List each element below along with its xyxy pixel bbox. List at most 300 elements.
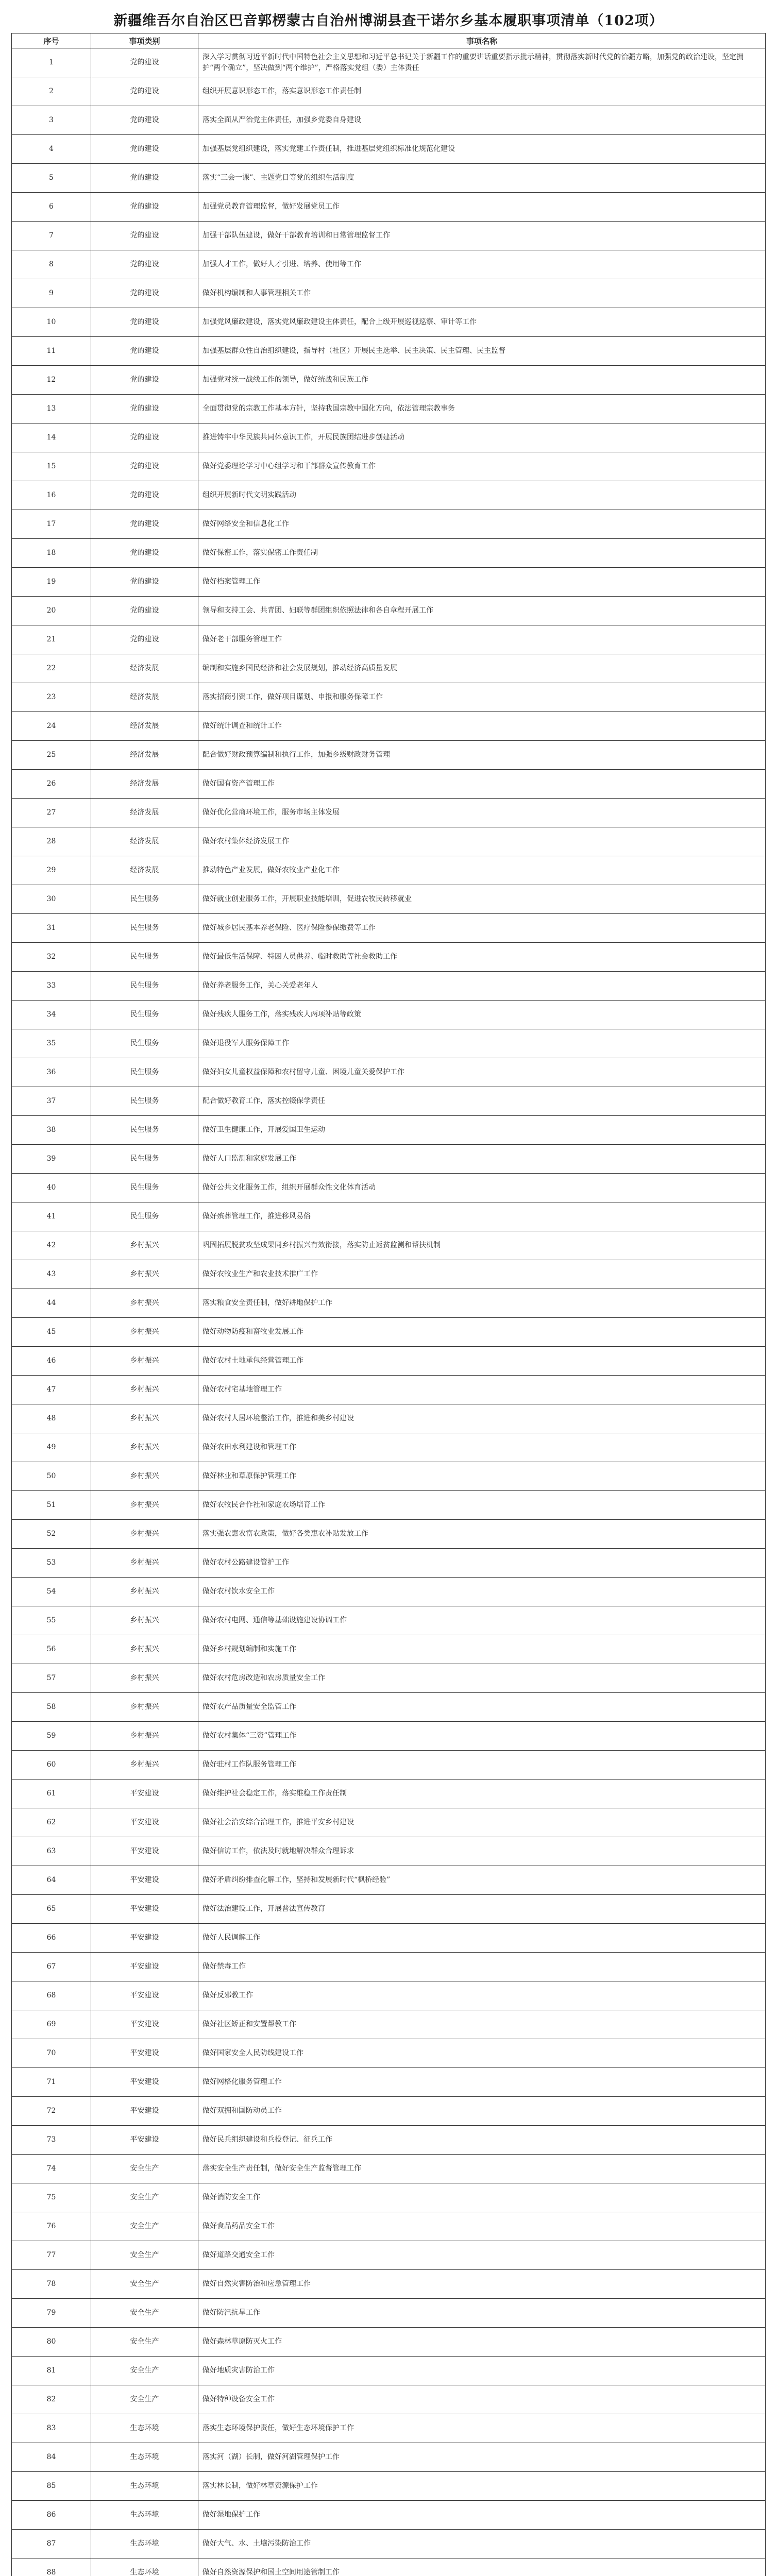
row-category: 民生服务	[91, 1001, 198, 1029]
row-category: 党的建设	[91, 597, 198, 625]
row-index: 29	[12, 856, 91, 885]
row-category: 党的建设	[91, 193, 198, 222]
row-index: 15	[12, 452, 91, 481]
row-index: 24	[12, 712, 91, 741]
table-row	[12, 2328, 766, 2357]
row-index: 30	[12, 885, 91, 914]
row-index: 28	[12, 827, 91, 856]
row-index: 88	[12, 2558, 91, 2576]
row-item-name: 做好妇女儿童权益保障和农村留守儿童、困境儿童关爱保护工作	[198, 1058, 766, 1087]
row-item-name: 做好消防安全工作	[198, 2183, 766, 2212]
row-index: 17	[12, 510, 91, 539]
row-category: 党的建设	[91, 539, 198, 568]
row-category: 党的建设	[91, 135, 198, 164]
row-index: 85	[12, 2472, 91, 2501]
row-index: 43	[12, 1260, 91, 1289]
row-index: 20	[12, 597, 91, 625]
row-item-name: 做好林业和草原保护管理工作	[198, 1462, 766, 1491]
row-item-name: 加强基层群众性自治组织建设，指导村（社区）开展民主选举、民主决策、民主管理、民主监督	[198, 337, 766, 366]
table-row	[12, 1693, 766, 1722]
row-index: 58	[12, 1693, 91, 1722]
row-index: 86	[12, 2501, 91, 2530]
table-row	[12, 2010, 766, 2039]
row-category: 党的建设	[91, 222, 198, 250]
row-item-name: 领导和支持工会、共青团、妇联等群团组织依照法律和各自章程开展工作	[198, 597, 766, 625]
row-category: 安全生产	[91, 2357, 198, 2385]
row-category: 平安建设	[91, 1924, 198, 1953]
row-category: 党的建设	[91, 423, 198, 452]
row-category: 平安建设	[91, 1953, 198, 1981]
table-row	[12, 2530, 766, 2558]
row-item-name: 推动特色产业发展，做好农牧业产业化工作	[198, 856, 766, 885]
table-row	[12, 1347, 766, 1376]
row-category: 党的建设	[91, 366, 198, 395]
table-row	[12, 1087, 766, 1116]
table-row	[12, 770, 766, 799]
row-item-name: 做好农村集体经济发展工作	[198, 827, 766, 856]
row-index: 47	[12, 1376, 91, 1404]
row-category: 党的建设	[91, 164, 198, 193]
table-row	[12, 2558, 766, 2576]
row-category: 党的建设	[91, 48, 198, 77]
row-category: 民生服务	[91, 1145, 198, 1174]
table-row	[12, 1981, 766, 2010]
row-category: 安全生产	[91, 2155, 198, 2183]
row-category: 平安建设	[91, 1780, 198, 1808]
row-item-name: 做好农村集体“三资”管理工作	[198, 1722, 766, 1751]
row-index: 56	[12, 1635, 91, 1664]
row-category: 经济发展	[91, 856, 198, 885]
row-category: 平安建设	[91, 1981, 198, 2010]
row-index: 34	[12, 1001, 91, 1029]
row-item-name: 做好农村人居环境整治工作，推进和美乡村建设	[198, 1404, 766, 1433]
row-item-name: 做好社会治安综合治理工作，推进平安乡村建设	[198, 1808, 766, 1837]
row-category: 乡村振兴	[91, 1693, 198, 1722]
row-index: 66	[12, 1924, 91, 1953]
table-row	[12, 654, 766, 683]
row-category: 乡村振兴	[91, 1491, 198, 1520]
row-index: 57	[12, 1664, 91, 1693]
row-index: 69	[12, 2010, 91, 2039]
table-row	[12, 2155, 766, 2183]
table-row	[12, 1001, 766, 1029]
row-item-name: 加强基层党组织建设，落实党建工作责任制，推进基层党组织标准化规范化建设	[198, 135, 766, 164]
row-category: 民生服务	[91, 885, 198, 914]
row-item-name: 做好农村公路建设管护工作	[198, 1549, 766, 1578]
row-item-name: 做好大气、水、土壤污染防治工作	[198, 2530, 766, 2558]
table-row	[12, 914, 766, 943]
row-index: 22	[12, 654, 91, 683]
row-index: 70	[12, 2039, 91, 2068]
row-index: 12	[12, 366, 91, 395]
table-row	[12, 2443, 766, 2472]
row-item-name: 做好农村电网、通信等基础设施建设协调工作	[198, 1606, 766, 1635]
row-category: 乡村振兴	[91, 1462, 198, 1491]
row-index: 8	[12, 250, 91, 279]
row-category: 经济发展	[91, 712, 198, 741]
row-index: 21	[12, 625, 91, 654]
table-row	[12, 1780, 766, 1808]
row-item-name: 落实粮食安全责任制，做好耕地保护工作	[198, 1289, 766, 1318]
row-item-name: 做好地质灾害防治工作	[198, 2357, 766, 2385]
row-category: 党的建设	[91, 337, 198, 366]
row-index: 18	[12, 539, 91, 568]
row-index: 49	[12, 1433, 91, 1462]
row-category: 乡村振兴	[91, 1231, 198, 1260]
row-category: 安全生产	[91, 2328, 198, 2357]
row-index: 79	[12, 2299, 91, 2328]
row-index: 38	[12, 1116, 91, 1145]
row-item-name: 加强干部队伍建设，做好干部教育培训和日常管理监督工作	[198, 222, 766, 250]
table-row	[12, 2097, 766, 2126]
row-category: 党的建设	[91, 625, 198, 654]
row-item-name: 落实强农惠农富农政策，做好各类惠农补贴发放工作	[198, 1520, 766, 1549]
row-index: 80	[12, 2328, 91, 2357]
table-row	[12, 1376, 766, 1404]
row-index: 83	[12, 2414, 91, 2443]
row-category: 乡村振兴	[91, 1722, 198, 1751]
row-index: 35	[12, 1029, 91, 1058]
table-row	[12, 943, 766, 972]
row-item-name: 做好农牧民合作社和家庭农场培育工作	[198, 1491, 766, 1520]
header-index: 序号	[12, 33, 91, 48]
row-category: 乡村振兴	[91, 1635, 198, 1664]
row-item-name: 做好农村宅基地管理工作	[198, 1376, 766, 1404]
table-row	[12, 193, 766, 222]
row-category: 乡村振兴	[91, 1318, 198, 1347]
table-row	[12, 1116, 766, 1145]
header-category: 事项类别	[91, 33, 198, 48]
table-row	[12, 1058, 766, 1087]
row-category: 乡村振兴	[91, 1433, 198, 1462]
row-index: 54	[12, 1578, 91, 1606]
table-row	[12, 1664, 766, 1693]
row-category: 平安建设	[91, 2039, 198, 2068]
row-index: 53	[12, 1549, 91, 1578]
row-index: 16	[12, 481, 91, 510]
row-index: 87	[12, 2530, 91, 2558]
row-item-name: 做好农牧业生产和农业技术推广工作	[198, 1260, 766, 1289]
row-category: 平安建设	[91, 1866, 198, 1895]
row-index: 37	[12, 1087, 91, 1116]
table-row	[12, 2270, 766, 2299]
row-item-name: 做好就业创业服务工作，开展职业技能培训，促进农牧民转移就业	[198, 885, 766, 914]
row-index: 52	[12, 1520, 91, 1549]
row-item-name: 做好维护社会稳定工作，落实维稳工作责任制	[198, 1780, 766, 1808]
row-index: 67	[12, 1953, 91, 1981]
row-item-name: 做好特种设备安全工作	[198, 2385, 766, 2414]
table-row	[12, 539, 766, 568]
table-row	[12, 164, 766, 193]
row-index: 6	[12, 193, 91, 222]
row-item-name: 做好驻村工作队服务管理工作	[198, 1751, 766, 1780]
row-item-name: 组织开展意识形态工作，落实意识形态工作责任制	[198, 77, 766, 106]
row-item-name: 做好乡村规划编制和实施工作	[198, 1635, 766, 1664]
table-row	[12, 1145, 766, 1174]
row-item-name: 做好档案管理工作	[198, 568, 766, 597]
table-row	[12, 1260, 766, 1289]
row-index: 42	[12, 1231, 91, 1260]
row-index: 59	[12, 1722, 91, 1751]
row-item-name: 做好自然资源保护和国土空间用途管制工作	[198, 2558, 766, 2576]
table-row	[12, 683, 766, 712]
row-category: 乡村振兴	[91, 1260, 198, 1289]
row-category: 民生服务	[91, 972, 198, 1001]
table-row	[12, 2039, 766, 2068]
table-row	[12, 2068, 766, 2097]
row-item-name: 配合做好财政预算编制和执行工作，加强乡级财政财务管理	[198, 741, 766, 770]
row-item-name: 做好残疾人服务工作，落实残疾人两项补贴等政策	[198, 1001, 766, 1029]
row-category: 党的建设	[91, 452, 198, 481]
row-item-name: 编制和实施乡国民经济和社会发展规划，推动经济高质量发展	[198, 654, 766, 683]
table-row	[12, 1953, 766, 1981]
row-item-name: 做好优化营商环境工作，服务市场主体发展	[198, 799, 766, 827]
row-category: 民生服务	[91, 943, 198, 972]
table-row	[12, 2357, 766, 2385]
table-row	[12, 1549, 766, 1578]
table-row	[12, 510, 766, 539]
row-index: 36	[12, 1058, 91, 1087]
row-category: 平安建设	[91, 2126, 198, 2155]
table-row	[12, 1751, 766, 1780]
row-item-name: 做好养老服务工作，关心关爱老年人	[198, 972, 766, 1001]
row-index: 31	[12, 914, 91, 943]
table-row	[12, 1866, 766, 1895]
row-category: 党的建设	[91, 308, 198, 337]
table-row	[12, 222, 766, 250]
row-index: 27	[12, 799, 91, 827]
row-category: 乡村振兴	[91, 1404, 198, 1433]
row-index: 75	[12, 2183, 91, 2212]
row-item-name: 加强人才工作，做好人才引进、培养、使用等工作	[198, 250, 766, 279]
row-item-name: 组织开展新时代文明实践活动	[198, 481, 766, 510]
table-row	[12, 1635, 766, 1664]
table-row	[12, 1462, 766, 1491]
row-item-name: 做好自然灾害防治和应急管理工作	[198, 2270, 766, 2299]
row-index: 10	[12, 308, 91, 337]
row-index: 3	[12, 106, 91, 135]
row-index: 62	[12, 1808, 91, 1837]
table-row	[12, 2414, 766, 2443]
row-category: 乡村振兴	[91, 1289, 198, 1318]
row-category: 乡村振兴	[91, 1664, 198, 1693]
row-item-name: 落实“三会一课”、主题党日等党的组织生活制度	[198, 164, 766, 193]
row-item-name: 做好老干部服务管理工作	[198, 625, 766, 654]
row-item-name: 做好机构编制和人事管理相关工作	[198, 279, 766, 308]
row-category: 乡村振兴	[91, 1751, 198, 1780]
table-row	[12, 250, 766, 279]
row-category: 安全生产	[91, 2299, 198, 2328]
row-index: 64	[12, 1866, 91, 1895]
table-row	[12, 77, 766, 106]
row-item-name: 做好道路交通安全工作	[198, 2241, 766, 2270]
table-row	[12, 2385, 766, 2414]
row-item-name: 推进铸牢中华民族共同体意识工作，开展民族团结进步创建活动	[198, 423, 766, 452]
row-item-name: 落实安全生产责任制，做好安全生产监督管理工作	[198, 2155, 766, 2183]
row-item-name: 做好卫生健康工作，开展爱国卫生运动	[198, 1116, 766, 1145]
row-item-name: 做好统计调查和统计工作	[198, 712, 766, 741]
row-item-name: 做好农产品质量安全监管工作	[198, 1693, 766, 1722]
row-item-name: 做好农田水利建设和管理工作	[198, 1433, 766, 1462]
row-item-name: 加强党员教育管理监督，做好发展党员工作	[198, 193, 766, 222]
table-row	[12, 135, 766, 164]
row-index: 51	[12, 1491, 91, 1520]
table-row	[12, 568, 766, 597]
row-category: 生态环境	[91, 2501, 198, 2530]
row-item-name: 巩固拓展脱贫攻坚成果同乡村振兴有效衔接，落实防止返贫监测和帮扶机制	[198, 1231, 766, 1260]
table-row	[12, 1722, 766, 1751]
table-row	[12, 741, 766, 770]
row-category: 经济发展	[91, 770, 198, 799]
row-category: 经济发展	[91, 827, 198, 856]
row-category: 安全生产	[91, 2241, 198, 2270]
table-row	[12, 1289, 766, 1318]
row-index: 82	[12, 2385, 91, 2414]
row-item-name: 做好网格化服务管理工作	[198, 2068, 766, 2097]
row-category: 生态环境	[91, 2530, 198, 2558]
row-item-name: 落实招商引资工作，做好项目谋划、申报和服务保障工作	[198, 683, 766, 712]
row-item-name: 做好网络安全和信息化工作	[198, 510, 766, 539]
row-index: 7	[12, 222, 91, 250]
row-category: 党的建设	[91, 250, 198, 279]
row-category: 民生服务	[91, 1029, 198, 1058]
table-row	[12, 1174, 766, 1202]
table-row	[12, 1404, 766, 1433]
row-item-name: 做好最低生活保障、特困人员供养、临时救助等社会救助工作	[198, 943, 766, 972]
row-category: 经济发展	[91, 799, 198, 827]
table-row	[12, 1433, 766, 1462]
row-item-name: 落实林长制，做好林草资源保护工作	[198, 2472, 766, 2501]
row-item-name: 加强党对统一战线工作的领导，做好统战和民族工作	[198, 366, 766, 395]
row-category: 经济发展	[91, 683, 198, 712]
row-item-name: 落实河（湖）长制，做好河湖管理保护工作	[198, 2443, 766, 2472]
table-row	[12, 625, 766, 654]
row-index: 48	[12, 1404, 91, 1433]
row-item-name: 做好退役军人服务保障工作	[198, 1029, 766, 1058]
duty-table	[11, 33, 766, 2576]
row-item-name: 做好人口监测和家庭发展工作	[198, 1145, 766, 1174]
row-item-name: 加强党风廉政建设，落实党风廉政建设主体责任，配合上级开展巡视巡察、审计等工作	[198, 308, 766, 337]
row-index: 23	[12, 683, 91, 712]
row-item-name: 做好动物防疫和畜牧业发展工作	[198, 1318, 766, 1347]
row-category: 党的建设	[91, 106, 198, 135]
row-index: 55	[12, 1606, 91, 1635]
row-item-name: 做好党委理论学习中心组学习和干部群众宣传教育工作	[198, 452, 766, 481]
table-row	[12, 452, 766, 481]
table-row	[12, 856, 766, 885]
table-row	[12, 2212, 766, 2241]
row-index: 9	[12, 279, 91, 308]
row-index: 46	[12, 1347, 91, 1376]
row-category: 乡村振兴	[91, 1347, 198, 1376]
table-row	[12, 2126, 766, 2155]
row-item-name: 做好殡葬管理工作，推进移风易俗	[198, 1202, 766, 1231]
table-row	[12, 1837, 766, 1866]
row-category: 平安建设	[91, 1837, 198, 1866]
row-index: 25	[12, 741, 91, 770]
row-category: 安全生产	[91, 2183, 198, 2212]
table-row	[12, 1231, 766, 1260]
row-index: 4	[12, 135, 91, 164]
row-item-name: 做好湿地保护工作	[198, 2501, 766, 2530]
table-row	[12, 1491, 766, 1520]
table-row	[12, 423, 766, 452]
table-row	[12, 1606, 766, 1635]
table-row	[12, 972, 766, 1001]
row-item-name: 做好人民调解工作	[198, 1924, 766, 1953]
row-category: 平安建设	[91, 2010, 198, 2039]
row-category: 民生服务	[91, 1087, 198, 1116]
table-row	[12, 827, 766, 856]
table-row	[12, 1808, 766, 1837]
row-index: 78	[12, 2270, 91, 2299]
row-category: 乡村振兴	[91, 1376, 198, 1404]
row-index: 60	[12, 1751, 91, 1780]
document-title: 新疆维吾尔自治区巴音郭楞蒙古自治州博湖县查干诺尔乡基本履职事项清单（102项）	[113, 13, 664, 29]
row-item-name: 做好双拥和国防动员工作	[198, 2097, 766, 2126]
row-category: 民生服务	[91, 1116, 198, 1145]
row-category: 民生服务	[91, 1174, 198, 1202]
row-item-name: 落实全面从严治党主体责任，加强乡党委自身建设	[198, 106, 766, 135]
row-item-name: 做好信访工作，依法及时就地解决群众合理诉求	[198, 1837, 766, 1866]
row-item-name: 做好法治建设工作，开展普法宣传教育	[198, 1895, 766, 1924]
row-index: 63	[12, 1837, 91, 1866]
table-row	[12, 2299, 766, 2328]
table-row	[12, 1029, 766, 1058]
row-item-name: 做好森林草原防灭火工作	[198, 2328, 766, 2357]
row-item-name: 做好国家安全人民防线建设工作	[198, 2039, 766, 2068]
row-index: 77	[12, 2241, 91, 2270]
row-category: 乡村振兴	[91, 1520, 198, 1549]
row-index: 72	[12, 2097, 91, 2126]
row-item-name: 做好矛盾纠纷排查化解工作，坚持和发展新时代“枫桥经验”	[198, 1866, 766, 1895]
table-row	[12, 366, 766, 395]
table-row	[12, 308, 766, 337]
row-item-name: 深入学习贯彻习近平新时代中国特色社会主义思想和习近平总书记关于新疆工作的重要讲话重要指示批示精神，贯彻落实新时代党的治疆方略，加强党的政治建设，坚定拥护“两个确立”，坚决做到“两个维护”，严格落实党组（委）主体责任	[198, 48, 766, 77]
table-row	[12, 2241, 766, 2270]
table-row	[12, 885, 766, 914]
table-row	[12, 1318, 766, 1347]
row-item-name: 做好反邪教工作	[198, 1981, 766, 2010]
table-row	[12, 712, 766, 741]
row-index: 33	[12, 972, 91, 1001]
row-item-name: 做好保密工作，落实保密工作责任制	[198, 539, 766, 568]
row-item-name: 配合做好教育工作，落实控辍保学责任	[198, 1087, 766, 1116]
header-item-name: 事项名称	[198, 33, 766, 48]
row-index: 45	[12, 1318, 91, 1347]
row-category: 乡村振兴	[91, 1549, 198, 1578]
row-index: 1	[12, 48, 91, 77]
table-row	[12, 48, 766, 77]
row-category: 生态环境	[91, 2443, 198, 2472]
row-category: 民生服务	[91, 914, 198, 943]
row-index: 39	[12, 1145, 91, 1174]
row-index: 32	[12, 943, 91, 972]
row-index: 76	[12, 2212, 91, 2241]
row-category: 经济发展	[91, 654, 198, 683]
row-item-name: 落实生态环境保护责任，做好生态环境保护工作	[198, 2414, 766, 2443]
row-category: 党的建设	[91, 279, 198, 308]
row-item-name: 做好农村危房改造和农房质量安全工作	[198, 1664, 766, 1693]
row-index: 19	[12, 568, 91, 597]
row-index: 50	[12, 1462, 91, 1491]
row-category: 乡村振兴	[91, 1578, 198, 1606]
table-row	[12, 799, 766, 827]
row-item-name: 做好社区矫正和安置帮教工作	[198, 2010, 766, 2039]
row-item-name: 做好民兵组织建设和兵役登记、征兵工作	[198, 2126, 766, 2155]
table-row	[12, 395, 766, 423]
row-index: 68	[12, 1981, 91, 2010]
